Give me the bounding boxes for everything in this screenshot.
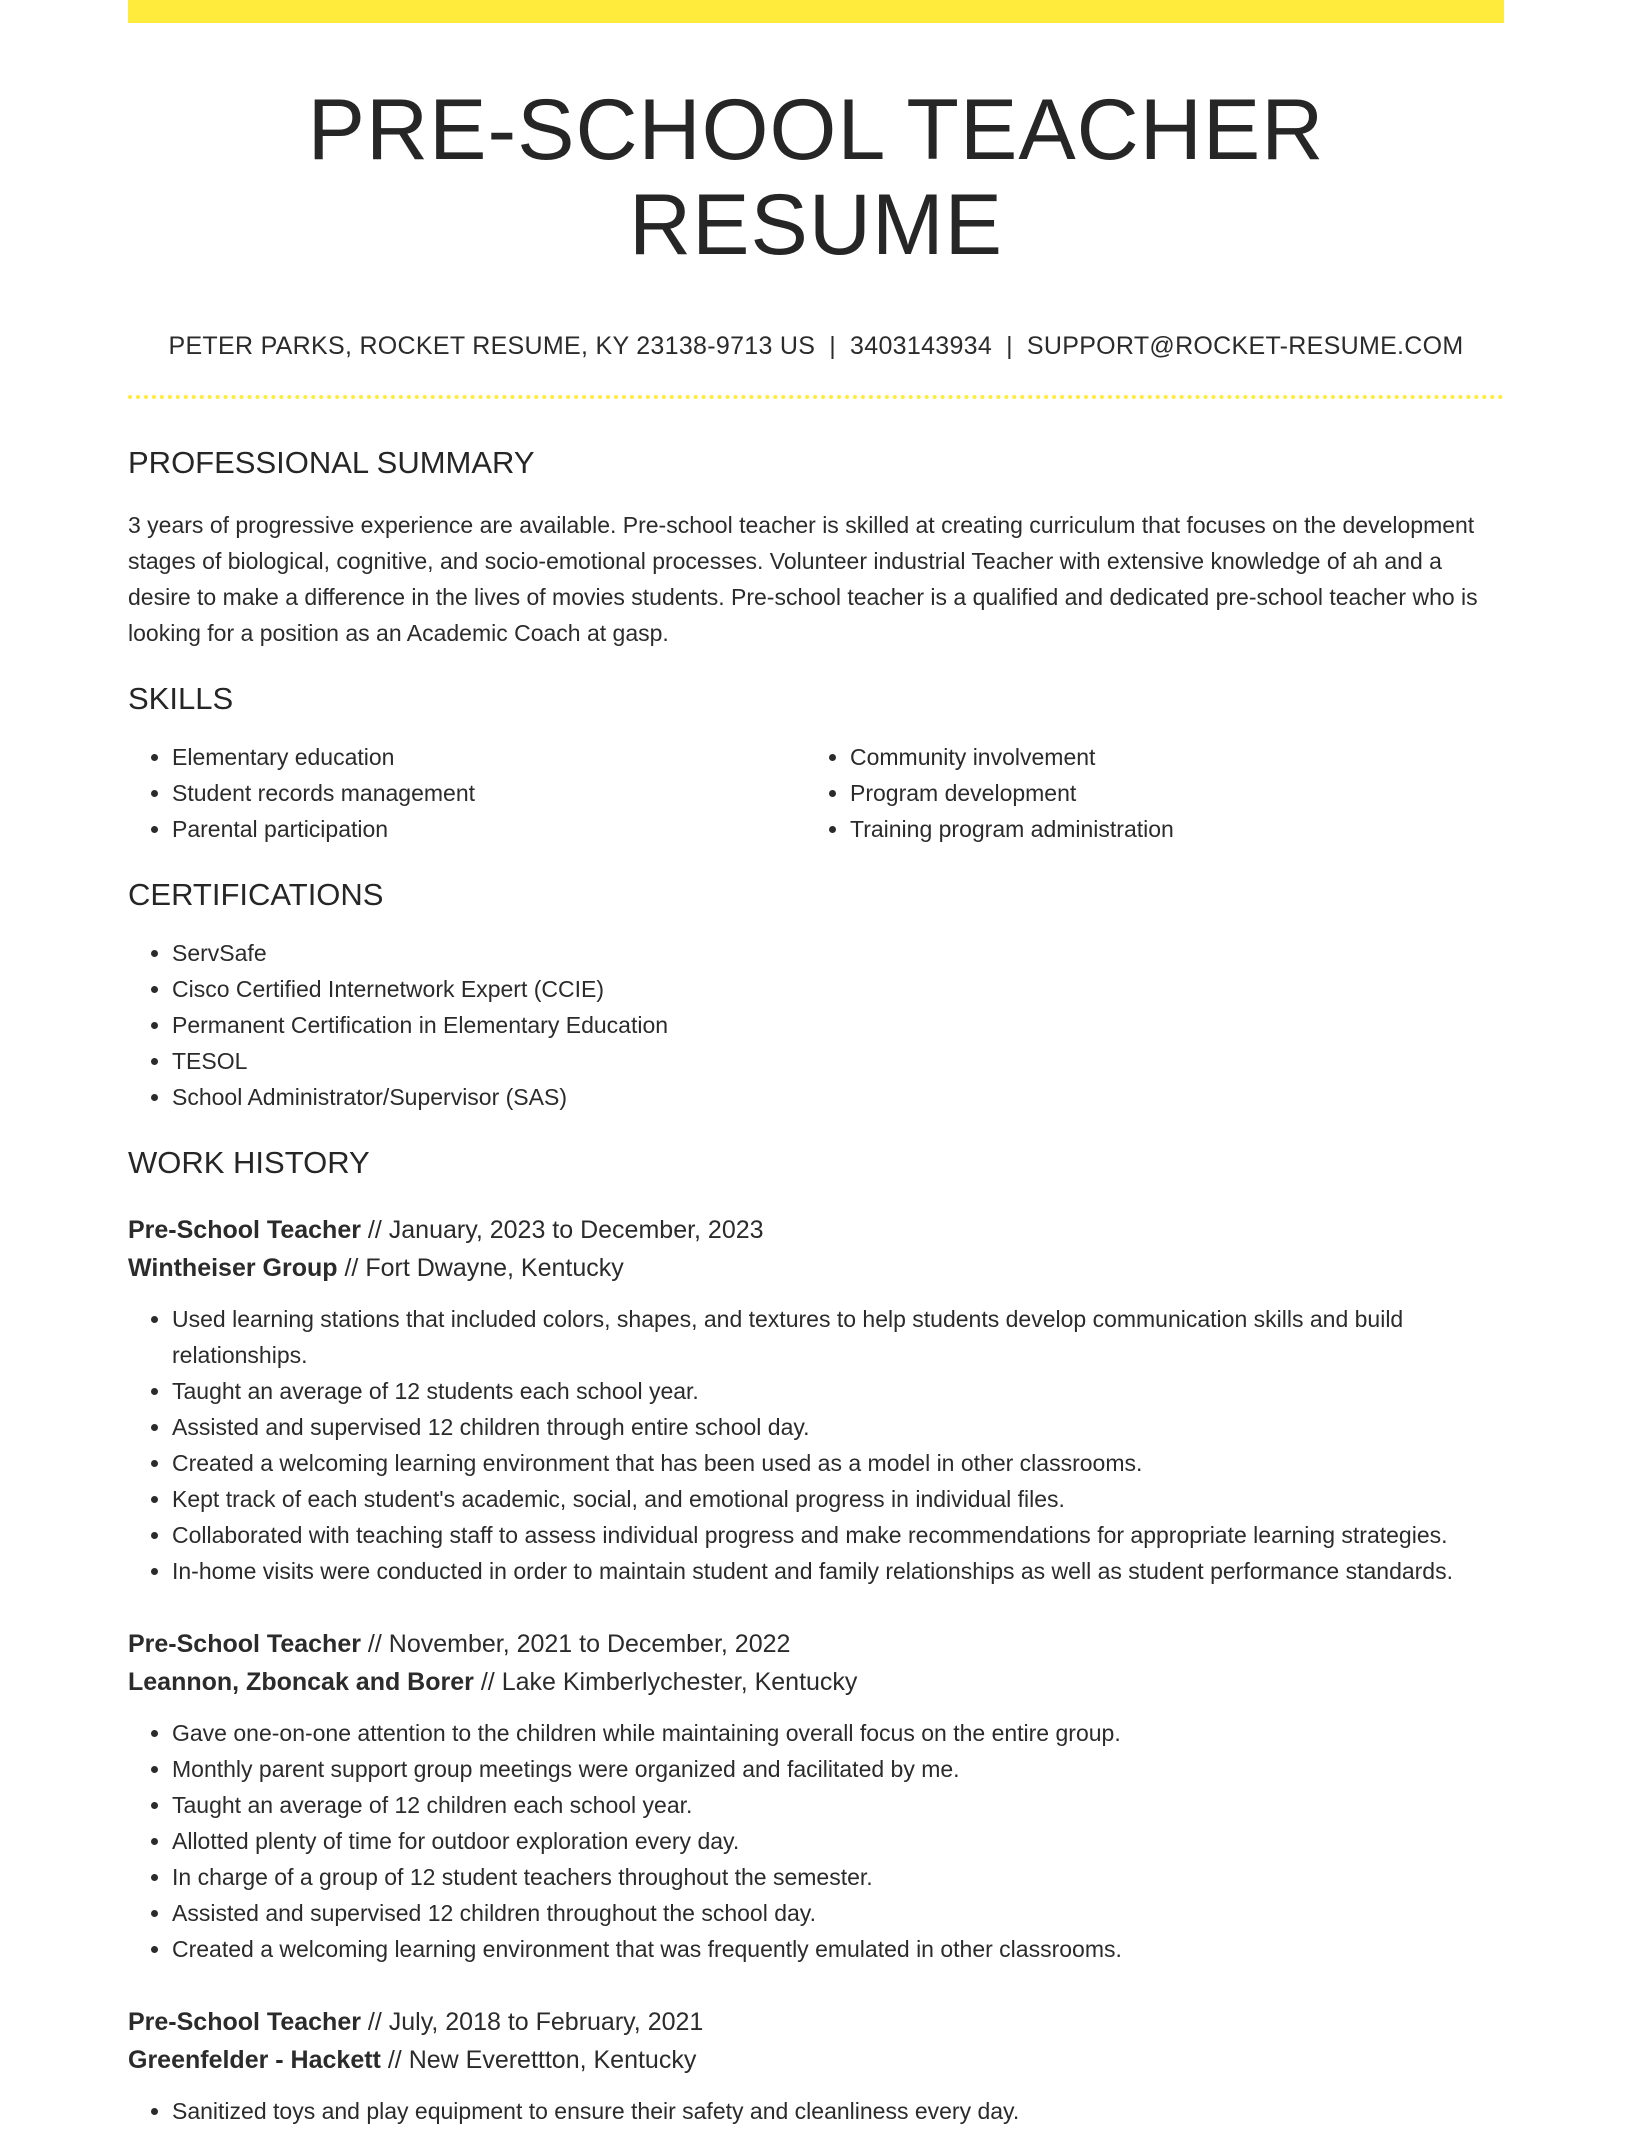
job-separator: //: [367, 1630, 382, 1659]
job-bullets: [128, 1715, 1504, 1967]
job-dates: January, 2023 to December, 2023: [388, 1216, 764, 1245]
job-separator: //: [367, 2008, 382, 2037]
work-history-heading: WORK HISTORY: [128, 1145, 370, 1181]
summary-section: [128, 445, 1504, 651]
job-bullet: • Gave one-on-one attention to the children while maintaining overall focus on the entire group.: [172, 1715, 1504, 1751]
certification-item: • School Administrator/Supervisor (SAS): [172, 1079, 1504, 1115]
skills-list-left: [128, 739, 806, 847]
contact-phone: 3403143934: [850, 332, 993, 361]
resume-page: [128, 0, 1504, 2129]
skills-list-right: [806, 739, 1484, 847]
summary-heading: PROFESSIONAL SUMMARY: [128, 445, 535, 481]
contact-address: PETER PARKS, ROCKET RESUME, KY 23138-9713 US: [168, 332, 816, 361]
certifications-list: [128, 935, 1504, 1115]
job-bullet: • Created a welcoming learning environment that was frequently emulated in other classrooms.: [172, 1931, 1504, 1967]
job-location: Lake Kimberlychester, Kentucky: [501, 1668, 858, 1697]
job-title-line: [128, 1625, 1504, 1663]
job-bullets: [128, 1301, 1504, 1589]
certifications-heading: CERTIFICATIONS: [128, 877, 384, 913]
work-history-section: [128, 1145, 1504, 2129]
job-bullet: • Collaborated with teaching staff to assess individual progress and make recommendations for appropriate learning strategies.: [172, 1517, 1504, 1553]
skills-section: [128, 681, 1504, 847]
job-title-line: [128, 1211, 1504, 1249]
job-bullet: • Assisted and supervised 12 children through entire school day.: [172, 1409, 1504, 1445]
job-company: Leannon, Zboncak and Borer: [128, 1668, 474, 1697]
contact-line: [128, 332, 1504, 361]
job-bullet: • Taught an average of 12 children each school year.: [172, 1787, 1504, 1823]
job-entry: [128, 1625, 1504, 1967]
job-separator: //: [367, 1216, 382, 1245]
job-company: Wintheiser Group: [128, 1254, 338, 1283]
skill-item: • Parental participation: [172, 811, 806, 847]
job-bullet: • Kept track of each student's academic, social, and emotional progress in individual files.: [172, 1481, 1504, 1517]
summary-text: 3 years of progressive experience are available. Pre-school teacher is skilled at creating curriculum that focuses on the development stages of biological, cognitive, and socio-emotional processes. Volunteer industrial Teacher with extensive knowledge of ah and a desire to make a difference in the lives of movies students. Pre-school teacher is a qualified and dedicated pre-school teacher who is looking for a position as an Academic Coach at gasp.: [128, 512, 1478, 647]
job-entry: [128, 1211, 1504, 1589]
job-bullet: • Assisted and supervised 12 children throughout the school day.: [172, 1895, 1504, 1931]
certification-item: • Permanent Certification in Elementary Education: [172, 1007, 1504, 1043]
certifications-section: [128, 877, 1504, 1115]
job-bullet: • In-home visits were conducted in order to maintain student and family relationships as well as student performance standards.: [172, 1553, 1504, 1589]
job-dates: November, 2021 to December, 2022: [388, 1630, 791, 1659]
job-location: New Everettton, Kentucky: [408, 2046, 697, 2075]
job-dates: July, 2018 to February, 2021: [388, 2008, 704, 2037]
skills-grid: [128, 739, 1504, 847]
job-entry: [128, 2003, 1504, 2129]
skills-heading: SKILLS: [128, 681, 234, 717]
certification-item: • Cisco Certified Internetwork Expert (CCIE): [172, 971, 1504, 1007]
skill-item: • Training program administration: [850, 811, 1484, 847]
job-separator: //: [387, 2046, 402, 2075]
job-bullet: • Created a welcoming learning environment that has been used as a model in other classrooms.: [172, 1445, 1504, 1481]
job-bullet: • Allotted plenty of time for outdoor exploration every day.: [172, 1823, 1504, 1859]
job-separator: //: [480, 1668, 495, 1697]
job-company: Greenfelder - Hackett: [128, 2046, 381, 2075]
job-title-line: [128, 2003, 1504, 2041]
job-location: Fort Dwayne, Kentucky: [365, 1254, 624, 1283]
job-bullets: [128, 2093, 1504, 2129]
skill-item: • Community involvement: [850, 739, 1484, 775]
job-bullet: • Sanitized toys and play equipment to ensure their safety and cleanliness every day.: [172, 2093, 1504, 2129]
job-bullet: • Taught an average of 12 students each school year.: [172, 1373, 1504, 1409]
job-separator: //: [344, 1254, 359, 1283]
certification-item: • ServSafe: [172, 935, 1504, 971]
certification-item: • TESOL: [172, 1043, 1504, 1079]
dotted-divider: [128, 395, 1504, 399]
skill-item: • Elementary education: [172, 739, 806, 775]
job-title: Pre-School Teacher: [128, 1216, 361, 1245]
accent-top-bar: [128, 0, 1504, 23]
skill-item: • Program development: [850, 775, 1484, 811]
job-company-line: [128, 2041, 1504, 2079]
job-company-line: [128, 1663, 1504, 1701]
job-title: Pre-School Teacher: [128, 2008, 361, 2037]
skill-item: • Student records management: [172, 775, 806, 811]
contact-email: SUPPORT@ROCKET-RESUME.COM: [1026, 332, 1464, 361]
job-bullet: • Used learning stations that included colors, shapes, and textures to help students develop communication skills and build relationships.: [172, 1301, 1504, 1373]
resume-title: PRE-SCHOOL TEACHER RESUME: [307, 82, 1325, 273]
job-bullet: • In charge of a group of 12 student teachers throughout the semester.: [172, 1859, 1504, 1895]
job-title: Pre-School Teacher: [128, 1630, 361, 1659]
contact-separator: |: [1006, 332, 1013, 361]
job-bullet: • Monthly parent support group meetings were organized and facilitated by me.: [172, 1751, 1504, 1787]
job-company-line: [128, 1249, 1504, 1287]
contact-separator: |: [829, 332, 837, 361]
